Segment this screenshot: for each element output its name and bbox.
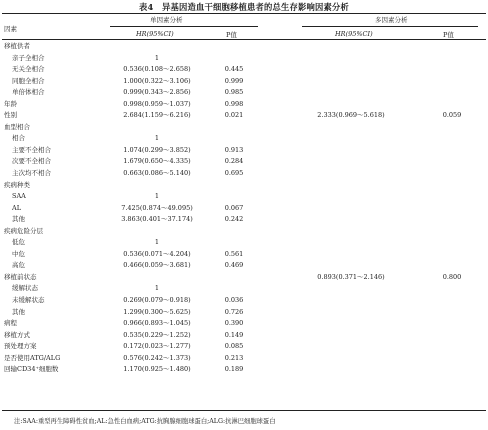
- table-row: [0, 318, 488, 330]
- univariate-hr-cell: 0.998(0.959～1.037): [123, 99, 191, 108]
- row-label: 高危: [12, 261, 25, 270]
- univariate-hr-cell: 1.000(0.322～3.106): [123, 76, 191, 85]
- univariate-p-cell: 0.390: [224, 319, 244, 328]
- table-row: [0, 87, 488, 99]
- row-label: 性别: [4, 111, 17, 120]
- row-label: 亲子全相合: [12, 53, 45, 62]
- row-label: 年龄: [4, 99, 17, 108]
- row-label: 其他: [12, 215, 25, 224]
- header-multivariate: 多因素分析: [375, 16, 408, 24]
- row-label: 次要不全相合: [12, 157, 51, 166]
- univariate-hr-cell: 2.684(1.159～6.216): [123, 111, 191, 120]
- table-row: [0, 249, 488, 261]
- row-label: 疾病种类: [4, 180, 30, 189]
- multivariate-rule: [302, 26, 478, 27]
- table-row: [0, 145, 488, 157]
- univariate-p-cell: 0.021: [224, 111, 244, 120]
- row-label: 无关全相合: [12, 65, 45, 74]
- row-label: 单倍体相合: [12, 88, 45, 97]
- row-label: 其他: [12, 307, 25, 316]
- univariate-hr-cell: 1: [154, 53, 160, 62]
- header-hr-ci-1: HR(95%CI): [136, 30, 174, 38]
- table-row: [0, 180, 488, 192]
- row-label: 移植前状态: [4, 272, 37, 281]
- row-label: 血型相合: [4, 122, 30, 131]
- table-row: [0, 226, 488, 238]
- header-rule: [2, 39, 486, 40]
- row-label: 同胞全相合: [12, 76, 45, 85]
- row-label: 回输CD34⁺细胞数: [4, 365, 59, 374]
- univariate-hr-cell: 3.863(0.401～37.174): [121, 215, 193, 224]
- row-label: 缓解状态: [12, 284, 38, 293]
- table-row: [0, 64, 488, 76]
- table-row: [0, 330, 488, 342]
- univariate-hr-cell: 0.269(0.079～0.918): [123, 296, 191, 305]
- bottom-rule: [2, 410, 486, 411]
- table-row: [0, 203, 488, 215]
- univariate-p-cell: 0.085: [224, 342, 244, 351]
- table-row: [0, 295, 488, 307]
- table-row: [0, 341, 488, 353]
- univariate-p-cell: 0.469: [224, 261, 244, 270]
- univariate-p-cell: 0.561: [224, 249, 244, 258]
- multivariate-hr-cell: 2.333(0.969～5.618): [317, 111, 385, 120]
- row-label: 预处理方案: [4, 342, 37, 351]
- row-label: 疾病危险分层: [4, 226, 43, 235]
- row-label: 是否使用ATG/ALG: [4, 353, 61, 362]
- univariate-hr-cell: 0.535(0.229～1.252): [123, 330, 191, 339]
- row-label: 主要不全相合: [12, 145, 51, 154]
- table-row: [0, 41, 488, 53]
- table-row: [0, 364, 488, 376]
- multivariate-p-cell: 0.059: [442, 111, 462, 120]
- table-row: [0, 272, 488, 284]
- table-row: [0, 122, 488, 134]
- table-row: [0, 76, 488, 88]
- univariate-p-cell: 0.213: [224, 353, 244, 362]
- header-p-1: P值: [226, 31, 237, 39]
- row-label: 相合: [12, 134, 25, 143]
- row-label: 移植供者: [4, 42, 30, 50]
- table-row: [0, 110, 488, 122]
- row-label: 低危: [12, 238, 25, 247]
- univariate-p-cell: 0.149: [224, 330, 244, 339]
- table-row: [0, 260, 488, 272]
- table-row: [0, 99, 488, 111]
- univariate-hr-cell: 1: [154, 192, 160, 201]
- univariate-p-cell: 0.913: [224, 145, 244, 154]
- table-row: [0, 191, 488, 203]
- univariate-hr-cell: 7.425(0.874～49.095): [121, 203, 193, 212]
- univariate-hr-cell: 1.299(0.300～5.625): [123, 307, 191, 316]
- table-title: 表4 异基因造血干细胞移植患者的总生存影响因素分析: [139, 2, 349, 12]
- row-label: AL: [12, 203, 22, 212]
- univariate-hr-cell: 0.536(0.108～2.658): [123, 65, 191, 74]
- univariate-hr-cell: 1.679(0.650～4.335): [123, 157, 191, 166]
- header-p-2: P值: [443, 31, 454, 39]
- univariate-p-cell: 0.999: [224, 76, 244, 85]
- multivariate-p-cell: 0.800: [442, 272, 462, 281]
- table-note: 注:SAA:重型再生障碍性贫血;AL:急性白血病;ATG:抗胸腺细胞球蛋白;ALG:抗淋巴细胞球蛋白: [14, 418, 276, 425]
- univariate-p-cell: 0.445: [224, 65, 244, 74]
- table-row: [0, 237, 488, 249]
- table-row: [0, 214, 488, 226]
- univariate-hr-cell: 0.172(0.023～1.277): [123, 342, 191, 351]
- row-label: 病程: [4, 319, 17, 328]
- table-row: [0, 133, 488, 145]
- univariate-p-cell: 0.726: [224, 307, 244, 316]
- univariate-hr-cell: 1.074(0.299～3.852): [123, 145, 191, 154]
- row-label: 未缓解状态: [12, 296, 45, 305]
- univariate-p-cell: 0.242: [224, 215, 244, 224]
- univariate-rule: [110, 26, 258, 27]
- univariate-hr-cell: 0.576(0.242～1.373): [123, 353, 191, 362]
- row-label: 主次均不相合: [12, 169, 51, 178]
- header-univariate: 单因素分析: [150, 16, 183, 24]
- row-label: SAA: [12, 192, 26, 201]
- univariate-p-cell: 0.189: [224, 365, 244, 374]
- multivariate-hr-cell: 0.893(0.371～2.146): [317, 272, 385, 281]
- table-row: [0, 307, 488, 319]
- row-label: 移植方式: [4, 330, 30, 339]
- table-row: [0, 53, 488, 65]
- univariate-hr-cell: 0.663(0.086～5.140): [123, 169, 191, 178]
- univariate-hr-cell: 1.170(0.925～1.480): [123, 365, 191, 374]
- univariate-hr-cell: 1: [154, 238, 160, 247]
- table-row: [0, 353, 488, 365]
- univariate-p-cell: 0.985: [224, 88, 244, 97]
- univariate-hr-cell: 1: [154, 134, 160, 143]
- univariate-hr-cell: 1: [154, 284, 160, 293]
- header-hr-ci-2: HR(95%CI): [335, 30, 373, 38]
- univariate-p-cell: 0.998: [224, 99, 244, 108]
- table-row: [0, 283, 488, 295]
- header-factor: 因素: [4, 25, 17, 33]
- univariate-hr-cell: 0.466(0.059～3.681): [123, 261, 191, 270]
- table-row: [0, 156, 488, 168]
- univariate-hr-cell: 0.536(0.071～4.204): [123, 249, 191, 258]
- table-body: [0, 41, 488, 376]
- univariate-p-cell: 0.036: [224, 296, 244, 305]
- univariate-p-cell: 0.067: [224, 203, 244, 212]
- univariate-p-cell: 0.284: [224, 157, 244, 166]
- top-rule: [2, 13, 486, 14]
- table-row: [0, 168, 488, 180]
- row-label: 中危: [12, 249, 25, 258]
- univariate-p-cell: 0.695: [224, 169, 244, 178]
- univariate-hr-cell: 0.966(0.893～1.045): [123, 319, 191, 328]
- univariate-hr-cell: 0.999(0.343～2.856): [123, 88, 191, 97]
